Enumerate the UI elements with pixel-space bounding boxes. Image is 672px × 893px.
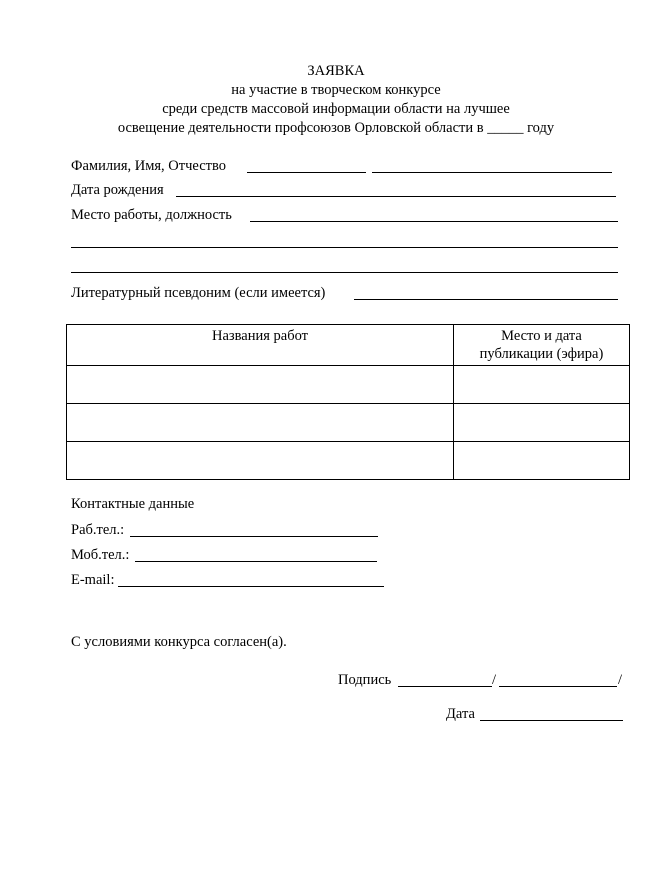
date-field[interactable]: [480, 720, 623, 721]
table-cell-work[interactable]: [67, 366, 454, 404]
table-header-row: [67, 325, 630, 366]
fio-field-line2[interactable]: [372, 172, 612, 173]
table-header-works: Названия работ: [67, 325, 454, 366]
agreement-text: С условиями конкурса согласен(а).: [71, 634, 287, 650]
signature-slash1: /: [492, 672, 497, 688]
table-cell-work[interactable]: [67, 404, 454, 442]
table-cell-publication[interactable]: [454, 366, 630, 404]
table-cell-publication[interactable]: [454, 404, 630, 442]
table-row: [67, 366, 630, 404]
signature-name-field[interactable]: [499, 686, 617, 687]
work-field-line3[interactable]: [71, 272, 618, 273]
mobile-phone-label: Моб.тел.:: [71, 547, 130, 563]
work-phone-field[interactable]: [130, 536, 378, 537]
date-label: Дата: [446, 706, 475, 722]
form-title: ЗАЯВКА: [307, 63, 365, 79]
table-row: [67, 404, 630, 442]
table-header-publication: [454, 325, 630, 366]
birth-date-field[interactable]: [176, 196, 616, 197]
work-phone-label: Раб.тел.:: [71, 522, 125, 538]
signature-label: Подпись: [338, 672, 392, 688]
work-label: Место работы, должность: [71, 207, 232, 223]
fio-field-line1[interactable]: [247, 172, 366, 173]
table-row: [67, 442, 630, 480]
email-label: E-mail:: [71, 572, 115, 588]
signature-field[interactable]: [398, 686, 492, 687]
mobile-phone-field[interactable]: [135, 561, 377, 562]
contacts-heading: Контактные данные: [71, 496, 195, 512]
table-cell-publication[interactable]: [454, 442, 630, 480]
work-field-line2[interactable]: [71, 247, 618, 248]
pseudonym-field[interactable]: [354, 299, 618, 300]
table-header-publication-line1: Место и дата: [501, 328, 582, 344]
form-subtitle-line2: среди средств массовой информации области на лучшее: [162, 101, 510, 117]
table-header-publication-line2: публикации (эфира): [479, 346, 604, 362]
birth-date-label: Дата рождения: [71, 182, 164, 198]
form-header: [0, 62, 672, 138]
pseudonym-label: Литературный псевдоним (если имеется): [71, 285, 326, 301]
email-field[interactable]: [118, 586, 384, 587]
works-table: [66, 324, 630, 480]
work-field-line1[interactable]: [250, 221, 618, 222]
fio-label: Фамилия, Имя, Отчество: [71, 158, 226, 174]
signature-slash2: /: [618, 672, 623, 688]
form-subtitle-line3: освещение деятельности профсоюзов Орловской области в _____ году: [117, 120, 555, 136]
form-subtitle-line1: на участие в творческом конкурсе: [231, 82, 441, 98]
table-cell-work[interactable]: [67, 442, 454, 480]
